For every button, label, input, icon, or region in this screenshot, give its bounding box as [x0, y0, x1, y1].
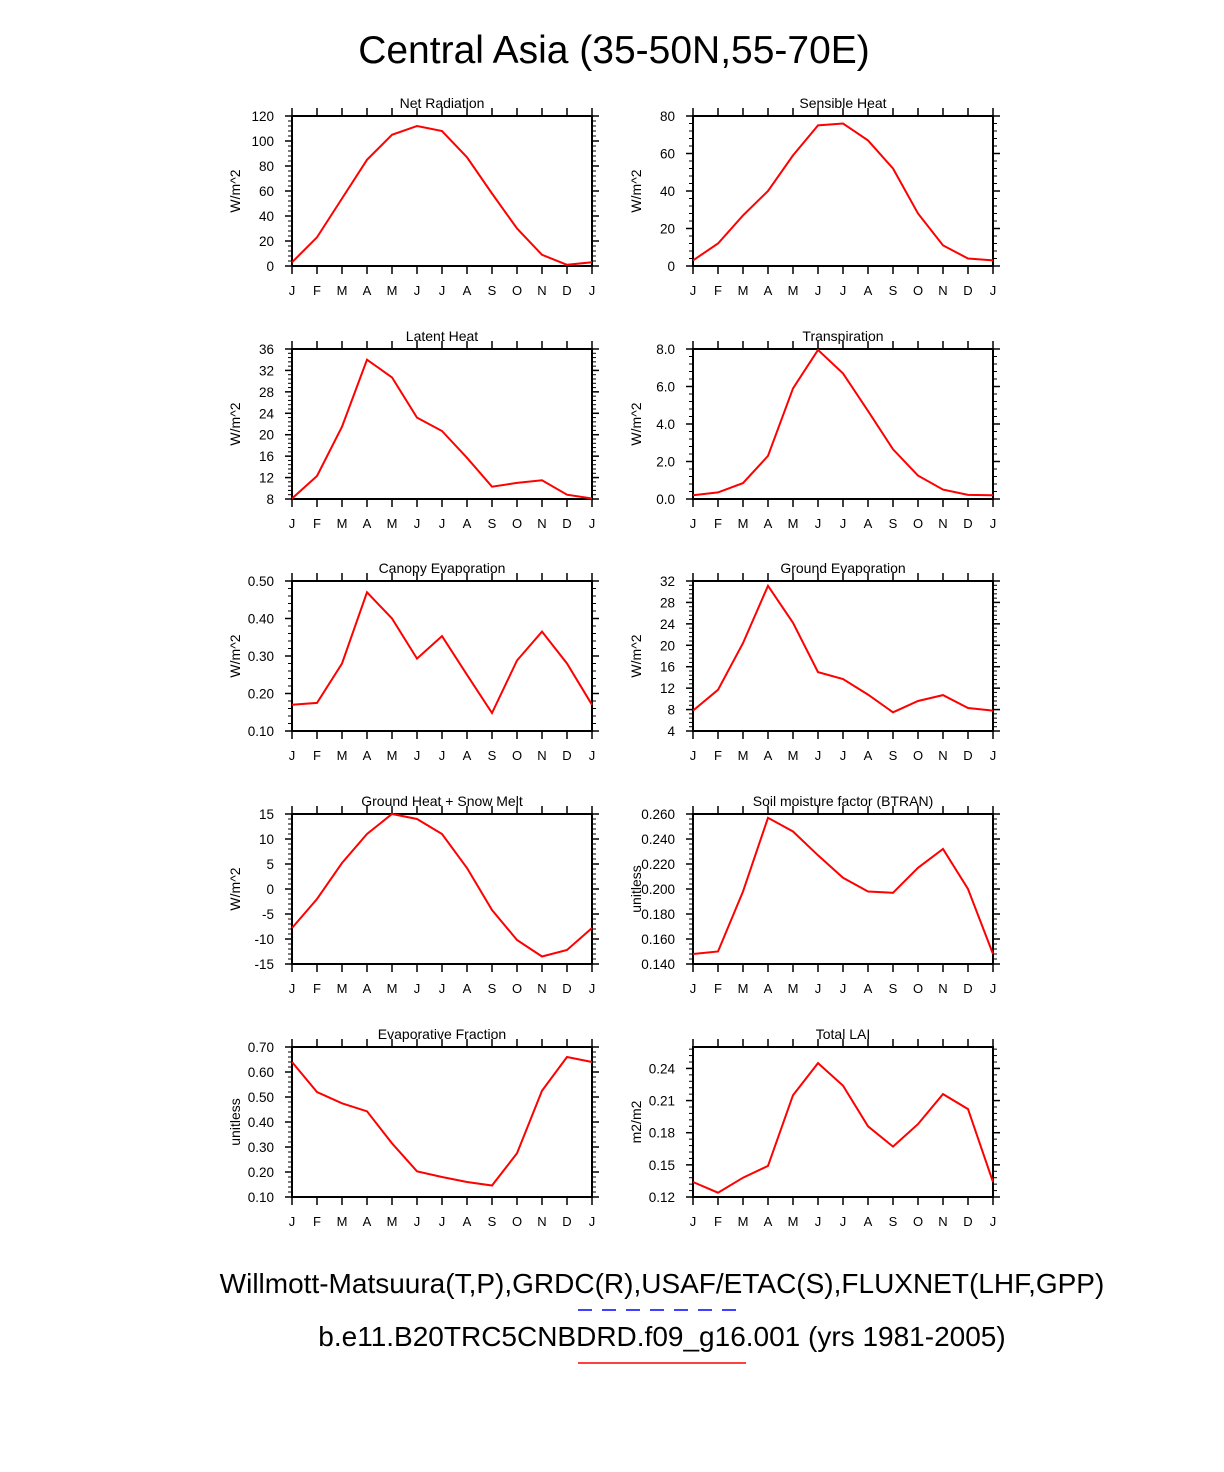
x-tick-label: M: [386, 516, 398, 531]
y-axis-label: W/m^2: [227, 169, 243, 213]
y-tick-label: 4.0: [656, 417, 675, 432]
x-tick-label: N: [938, 283, 948, 298]
x-tick-label: J: [989, 748, 997, 763]
y-tick-label: 120: [251, 109, 274, 124]
x-tick-label: J: [689, 981, 697, 996]
x-tick-label: J: [588, 748, 596, 763]
y-tick-label: 20: [659, 638, 675, 654]
x-tick-label: F: [714, 981, 722, 996]
y-axis-label: W/m^2: [227, 402, 243, 446]
x-tick-label: M: [386, 283, 398, 298]
model-legend-label: b.e11.B20TRC5CNBDRD.f09_g16.001 (yrs 1981-2005): [318, 1321, 1006, 1352]
x-tick-label: J: [288, 283, 296, 298]
x-tick-label: J: [438, 516, 446, 531]
x-tick-label: O: [912, 283, 924, 298]
x-tick-label: J: [839, 516, 847, 531]
x-tick-label: J: [989, 516, 997, 531]
x-tick-label: J: [989, 1214, 997, 1229]
panel-latent-heat: [227, 328, 599, 531]
x-tick-label: J: [588, 981, 596, 996]
panel-soil-moisture-factor-btran-: [628, 793, 1000, 996]
x-tick-label: M: [737, 748, 749, 763]
y-tick-label: 80: [659, 109, 675, 124]
y-tick-label: 0.60: [247, 1065, 274, 1080]
x-tick-label: N: [938, 981, 948, 996]
x-tick-label: A: [763, 748, 773, 763]
x-tick-label: S: [888, 981, 898, 996]
x-tick-label: A: [462, 981, 472, 996]
x-tick-label: J: [288, 748, 296, 763]
x-tick-label: N: [537, 516, 547, 531]
y-axis-label: W/m^2: [628, 402, 644, 446]
plot-frame: [292, 116, 592, 266]
y-tick-label: 5: [266, 857, 274, 872]
series-line-model: [693, 124, 993, 261]
x-tick-label: D: [562, 283, 572, 298]
x-tick-label: S: [487, 981, 497, 996]
y-tick-label: 0.10: [247, 724, 274, 739]
x-tick-label: N: [938, 1214, 948, 1229]
y-tick-label: 6.0: [656, 379, 675, 395]
y-tick-label: 32: [659, 574, 675, 589]
plot-frame: [292, 349, 592, 499]
y-tick-label: 0: [266, 259, 274, 274]
x-tick-label: M: [787, 748, 799, 763]
x-tick-label: J: [814, 981, 822, 996]
x-tick-label: F: [313, 748, 321, 763]
series-line-model: [292, 592, 592, 713]
y-tick-label: -5: [261, 907, 274, 922]
y-tick-label: 0.30: [247, 1140, 274, 1155]
panel-sensible-heat: [628, 95, 1000, 298]
panel-title: Sensible Heat: [799, 95, 887, 111]
y-tick-label: 8.0: [656, 342, 675, 357]
series-line-model: [292, 1057, 592, 1186]
y-axis-label: W/m^2: [227, 634, 243, 678]
x-tick-label: A: [863, 283, 873, 298]
x-tick-label: O: [912, 981, 924, 996]
y-tick-label: 0.140: [641, 957, 675, 972]
y-tick-label: 80: [258, 159, 274, 174]
x-tick-label: S: [487, 283, 497, 298]
x-tick-label: J: [839, 1214, 847, 1229]
x-tick-label: F: [714, 1214, 722, 1229]
y-tick-label: 60: [659, 146, 675, 162]
x-tick-label: S: [888, 1214, 898, 1229]
y-tick-label: 12: [659, 681, 675, 697]
x-tick-label: F: [714, 516, 722, 531]
y-tick-label: 0.0: [656, 492, 675, 507]
panel-total-lai: [628, 1026, 1000, 1229]
x-tick-label: A: [763, 981, 773, 996]
x-tick-label: J: [588, 283, 596, 298]
x-tick-label: J: [588, 1214, 596, 1229]
y-tick-label: 0.240: [641, 832, 675, 847]
y-tick-label: 0.12: [648, 1190, 675, 1205]
x-tick-label: D: [963, 516, 973, 531]
series-line-model: [292, 126, 592, 265]
x-tick-label: J: [413, 283, 421, 298]
y-tick-label: 0.40: [247, 1115, 274, 1130]
y-tick-label: 0.20: [247, 686, 274, 702]
x-tick-label: J: [689, 1214, 697, 1229]
y-tick-label: 0.15: [648, 1157, 675, 1173]
figure-title: Central Asia (35-50N,55-70E): [358, 29, 870, 72]
x-tick-label: D: [562, 981, 572, 996]
x-tick-label: F: [313, 283, 321, 298]
y-tick-label: 40: [258, 209, 274, 224]
y-tick-label: 0: [266, 882, 274, 897]
y-tick-label: 10: [258, 832, 274, 847]
y-tick-label: -10: [254, 932, 274, 947]
y-tick-label: 0.24: [648, 1061, 675, 1077]
x-tick-label: N: [537, 981, 547, 996]
y-tick-label: 4: [667, 724, 675, 739]
panel-net-radiation: [227, 95, 599, 298]
x-tick-label: O: [511, 283, 523, 298]
y-tick-label: 0: [667, 259, 675, 274]
x-tick-label: N: [938, 516, 948, 531]
y-tick-label: 24: [258, 406, 274, 422]
y-tick-label: 20: [659, 221, 675, 237]
x-tick-label: O: [511, 1214, 523, 1229]
y-tick-label: 100: [251, 134, 274, 149]
x-tick-label: S: [487, 748, 497, 763]
y-tick-label: 0.20: [247, 1165, 274, 1180]
x-tick-label: D: [963, 1214, 973, 1229]
x-tick-label: A: [462, 1214, 472, 1229]
y-axis-label: W/m^2: [628, 634, 644, 678]
x-tick-label: M: [737, 1214, 749, 1229]
y-tick-label: 16: [659, 659, 675, 675]
series-line-model: [292, 814, 592, 957]
x-tick-label: A: [763, 1214, 773, 1229]
panel-title: Canopy Evaporation: [378, 560, 506, 576]
panel-ground-heat-snow-melt: [227, 793, 599, 996]
y-tick-label: 0.70: [247, 1040, 274, 1055]
x-tick-label: J: [989, 981, 997, 996]
x-tick-label: S: [888, 283, 898, 298]
x-tick-label: M: [336, 748, 348, 763]
panels: [227, 95, 1000, 1229]
y-tick-label: 16: [258, 449, 274, 465]
series-line-model: [693, 1063, 993, 1193]
x-tick-label: M: [787, 1214, 799, 1229]
x-tick-label: M: [386, 981, 398, 996]
y-tick-label: 12: [258, 470, 274, 486]
obs-legend-label: Willmott-Matsuura(T,P),GRDC(R),USAF/ETAC(S),FLUXNET(LHF,GPP): [219, 1268, 1105, 1299]
series-line-model: [292, 360, 592, 499]
plot-frame: [693, 349, 993, 499]
x-tick-label: F: [714, 283, 722, 298]
x-tick-label: F: [313, 516, 321, 531]
series-line-model: [693, 350, 993, 495]
y-tick-label: 20: [258, 234, 274, 249]
x-tick-label: J: [839, 748, 847, 763]
x-tick-label: J: [413, 516, 421, 531]
x-tick-label: J: [438, 283, 446, 298]
x-tick-label: A: [362, 516, 372, 531]
x-tick-label: M: [336, 1214, 348, 1229]
y-tick-label: 0.50: [247, 574, 274, 589]
panel-title: Ground Heat + Snow Melt: [361, 793, 523, 809]
y-tick-label: 28: [258, 384, 274, 400]
x-tick-label: A: [763, 516, 773, 531]
plot-frame: [693, 116, 993, 266]
y-tick-label: 60: [258, 184, 274, 199]
y-tick-label: 0.160: [641, 932, 675, 947]
y-tick-label: 40: [659, 184, 675, 199]
x-tick-label: D: [963, 283, 973, 298]
x-tick-label: J: [438, 981, 446, 996]
x-tick-label: A: [763, 283, 773, 298]
x-tick-label: A: [863, 748, 873, 763]
plot-frame: [693, 581, 993, 731]
x-tick-label: N: [537, 748, 547, 763]
y-tick-label: 0.50: [247, 1090, 274, 1105]
panel-title: Total LAI: [815, 1026, 871, 1042]
x-tick-label: S: [487, 516, 497, 531]
x-tick-label: A: [462, 516, 472, 531]
y-tick-label: 8: [266, 492, 274, 507]
x-tick-label: J: [413, 981, 421, 996]
x-tick-label: J: [288, 516, 296, 531]
x-tick-label: M: [787, 981, 799, 996]
x-tick-label: A: [863, 516, 873, 531]
y-tick-label: 32: [258, 363, 274, 379]
x-tick-label: A: [362, 748, 372, 763]
x-tick-label: M: [787, 283, 799, 298]
x-tick-label: J: [989, 283, 997, 298]
y-tick-label: 36: [258, 342, 274, 357]
y-tick-label: 20: [258, 427, 274, 443]
x-tick-label: M: [737, 516, 749, 531]
x-tick-label: A: [863, 981, 873, 996]
y-axis-label: W/m^2: [227, 867, 243, 911]
x-tick-label: D: [562, 1214, 572, 1229]
x-tick-label: A: [863, 1214, 873, 1229]
x-tick-label: J: [814, 748, 822, 763]
x-tick-label: A: [362, 981, 372, 996]
panel-canopy-evaporation: [227, 560, 599, 763]
y-tick-label: 0.30: [247, 649, 274, 664]
y-tick-label: 0.10: [247, 1190, 274, 1205]
x-tick-label: D: [963, 748, 973, 763]
x-tick-label: D: [562, 748, 572, 763]
panel-transpiration: [628, 328, 1000, 531]
y-tick-label: 0.180: [641, 907, 675, 922]
x-tick-label: O: [912, 1214, 924, 1229]
x-tick-label: J: [839, 981, 847, 996]
panel-title: Evaporative Fraction: [377, 1026, 507, 1042]
y-tick-label: 0.220: [641, 857, 675, 872]
panel-title: Ground Evaporation: [780, 560, 906, 576]
x-tick-label: A: [362, 1214, 372, 1229]
x-tick-label: J: [689, 516, 697, 531]
x-tick-label: J: [438, 748, 446, 763]
x-tick-label: J: [288, 1214, 296, 1229]
x-tick-label: D: [562, 516, 572, 531]
x-tick-label: N: [938, 748, 948, 763]
y-axis-label: unitless: [227, 1098, 243, 1146]
x-tick-label: O: [912, 748, 924, 763]
plot-frame: [292, 814, 592, 964]
x-tick-label: M: [336, 283, 348, 298]
y-tick-label: 2.0: [656, 454, 675, 470]
panel-evaporative-fraction: [227, 1026, 599, 1229]
x-tick-label: J: [288, 981, 296, 996]
x-tick-label: J: [814, 283, 822, 298]
y-tick-label: 28: [659, 595, 675, 611]
panel-title: Soil moisture factor (BTRAN): [752, 793, 934, 809]
x-tick-label: J: [413, 748, 421, 763]
x-tick-label: J: [689, 283, 697, 298]
x-tick-label: A: [462, 283, 472, 298]
y-tick-label: 24: [659, 616, 675, 632]
x-tick-label: M: [336, 516, 348, 531]
y-tick-label: 8: [667, 702, 675, 718]
y-tick-label: 0.21: [648, 1093, 675, 1109]
plot-frame: [292, 1047, 592, 1197]
x-tick-label: J: [689, 748, 697, 763]
x-tick-label: M: [386, 748, 398, 763]
series-line-model: [693, 818, 993, 954]
x-tick-label: J: [814, 1214, 822, 1229]
y-tick-label: 0.40: [247, 611, 274, 627]
y-axis-label: W/m^2: [628, 169, 644, 213]
series-line-model: [693, 586, 993, 713]
panel-title: Latent Heat: [405, 328, 479, 344]
x-tick-label: J: [588, 516, 596, 531]
panel-title: Net Radiation: [399, 95, 485, 111]
x-tick-label: O: [511, 981, 523, 996]
x-tick-label: N: [537, 283, 547, 298]
y-tick-label: -15: [254, 957, 274, 972]
x-tick-label: S: [888, 748, 898, 763]
x-tick-label: M: [386, 1214, 398, 1229]
y-tick-label: 15: [258, 807, 274, 822]
panel-title: Transpiration: [802, 328, 884, 344]
y-axis-label: m2/m2: [628, 1100, 644, 1144]
x-tick-label: F: [714, 748, 722, 763]
y-axis-label: unitless: [628, 865, 644, 913]
x-tick-label: A: [362, 283, 372, 298]
x-tick-label: S: [487, 1214, 497, 1229]
plot-frame: [292, 581, 592, 731]
x-tick-label: M: [737, 981, 749, 996]
plot-frame: [693, 1047, 993, 1197]
plot-frame: [693, 814, 993, 964]
y-tick-label: 0.18: [648, 1125, 675, 1141]
x-tick-label: M: [787, 516, 799, 531]
x-tick-label: O: [511, 516, 523, 531]
x-tick-label: N: [537, 1214, 547, 1229]
x-tick-label: J: [413, 1214, 421, 1229]
y-tick-label: 0.200: [641, 882, 675, 897]
x-tick-label: A: [462, 748, 472, 763]
x-tick-label: J: [814, 516, 822, 531]
x-tick-label: O: [511, 748, 523, 763]
x-tick-label: D: [963, 981, 973, 996]
panel-ground-evaporation: [628, 560, 1000, 763]
x-tick-label: F: [313, 1214, 321, 1229]
x-tick-label: S: [888, 516, 898, 531]
y-tick-label: 0.260: [641, 807, 675, 822]
x-tick-label: J: [839, 283, 847, 298]
x-tick-label: M: [336, 981, 348, 996]
x-tick-label: J: [438, 1214, 446, 1229]
x-tick-label: F: [313, 981, 321, 996]
x-tick-label: M: [737, 283, 749, 298]
x-tick-label: O: [912, 516, 924, 531]
